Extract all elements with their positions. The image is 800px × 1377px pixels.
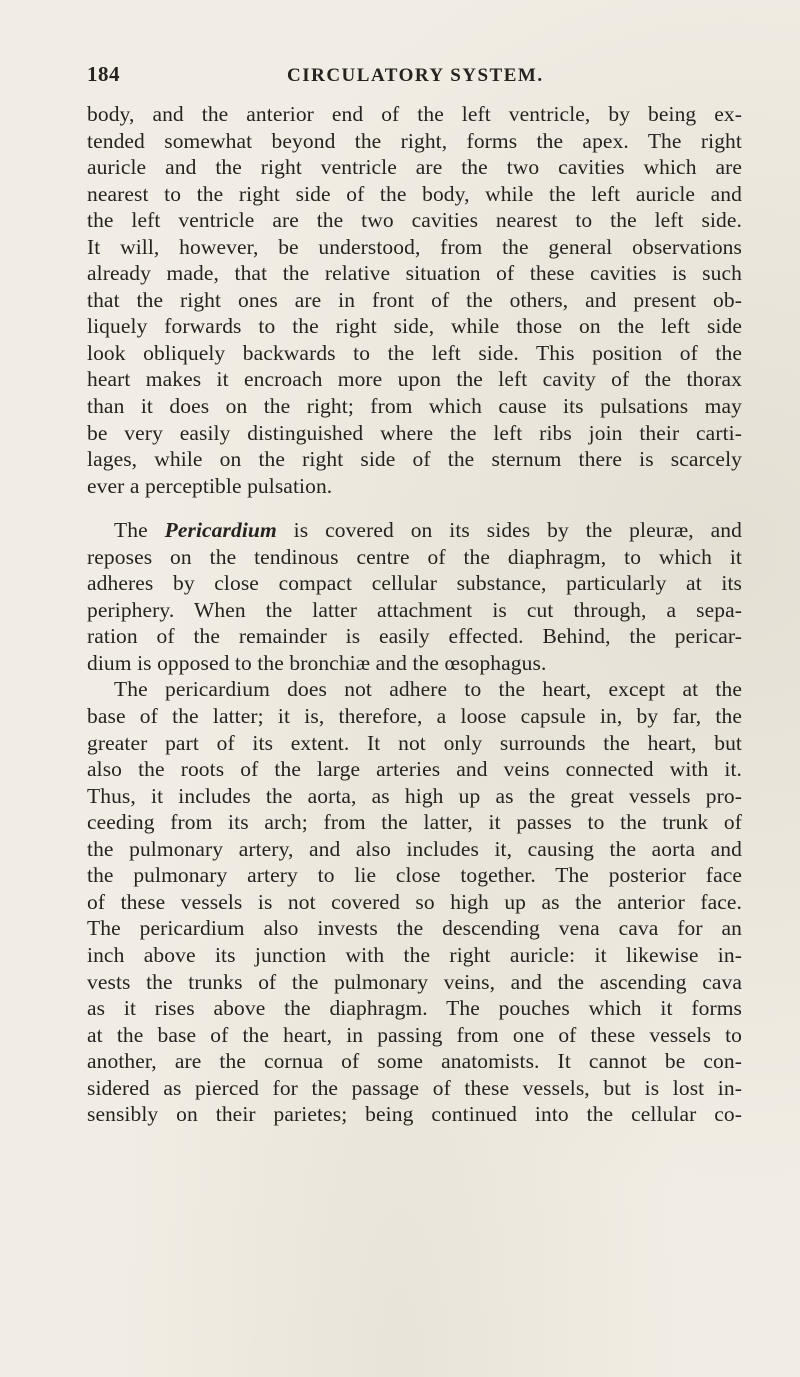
- text-line: auricle and the right ventricle are the two cavities which are: [87, 155, 742, 180]
- text-line: greater part of its extent. It not only surrounds the heart, but: [87, 730, 742, 755]
- text-line: as it rises above the diaphragm. The pouches which it forms: [87, 996, 742, 1021]
- text-line: sidered as pierced for the passage of these vessels, but is lost in-: [87, 1075, 742, 1100]
- text-line: another, are the cornua of some anatomists. It cannot be con-: [87, 1049, 742, 1074]
- text-line: vests the trunks of the pulmonary veins, and the ascending cava: [87, 969, 742, 994]
- text-line: body, and the anterior end of the left ventricle, by being ex-: [87, 102, 742, 126]
- text-line: dium is opposed to the bronchiæ and the œsophagus.: [87, 650, 547, 675]
- text-line: ever a perceptible pulsation.: [87, 473, 333, 498]
- text-line: The pericardium does not adhere to the heart, except at the: [114, 677, 742, 702]
- text-line: The pericardium also invests the descending vena cava for an: [87, 916, 742, 941]
- text-line: already made, that the relative situation of these cavities is such: [87, 261, 742, 286]
- text-line: at the base of the heart, in passing from one of these vessels to: [87, 1022, 742, 1047]
- text-line: the left ventricle are the two cavities nearest to the left side.: [87, 208, 742, 233]
- body-text: [87, 101, 742, 1128]
- text-line: reposes on the tendinous centre of the diaphragm, to which it: [87, 544, 742, 569]
- term-pericardium: Pericardium: [164, 518, 277, 543]
- lead-rest: is covered on its sides by the pleuræ, and: [276, 518, 742, 543]
- text-line: that the right ones are in front of the others, and present ob-: [87, 287, 742, 312]
- text-line: adheres by close compact cellular substance, particularly at its: [87, 571, 742, 596]
- text-line: ration of the remainder is easily effected. Behind, the pericar-: [87, 624, 742, 649]
- text-line: nearest to the right side of the body, while the left auricle and: [87, 181, 742, 206]
- paragraph-3: [87, 676, 742, 1127]
- text-line: base of the latter; it is, therefore, a loose capsule in, by far, the: [87, 704, 742, 729]
- text-line: heart makes it encroach more upon the left cavity of the thorax: [87, 367, 742, 392]
- text-line: inch above its junction with the right auricle: it likewise in-: [87, 942, 742, 967]
- text-line: also the roots of the large arteries and veins connected with it.: [87, 757, 742, 782]
- text-line: Thus, it includes the aorta, as high up as the great vessels pro-: [87, 783, 742, 808]
- text-line-first: [87, 517, 742, 544]
- paragraph-1: [87, 101, 742, 499]
- text-line: of these vessels is not covered so high up as the anterior face.: [87, 889, 742, 914]
- text-line: than it does on the right; from which cause its pulsations may: [87, 394, 742, 419]
- text-line: be very easily distinguished where the left ribs join their carti-: [87, 420, 742, 445]
- text-line: liquely forwards to the right side, while those on the left side: [87, 314, 742, 339]
- paragraph-2: [87, 517, 742, 676]
- text-line: ceeding from its arch; from the latter, it passes to the trunk of: [87, 810, 742, 835]
- running-head: CIRCULATORY SYSTEM.: [287, 65, 544, 86]
- text-line: the pulmonary artery, and also includes it, causing the aorta and: [87, 836, 742, 861]
- text-line: tended somewhat beyond the right, forms the apex. The right: [87, 128, 742, 153]
- text-line: periphery. When the latter attachment is cut through, a sepa-: [87, 597, 742, 622]
- lead-plain: The: [114, 518, 165, 543]
- text-line: lages, while on the right side of the sternum there is scarcely: [87, 447, 742, 472]
- text-line: the pulmonary artery to lie close together. The posterior face: [87, 863, 742, 888]
- page-header: [87, 62, 707, 88]
- text-line: look obliquely backwards to the left side. This position of the: [87, 340, 742, 365]
- page-number: 184: [87, 62, 120, 86]
- text-line: It will, however, be understood, from the general observations: [87, 234, 742, 259]
- text-line: sensibly on their parietes; being continued into the cellular co-: [87, 1102, 742, 1127]
